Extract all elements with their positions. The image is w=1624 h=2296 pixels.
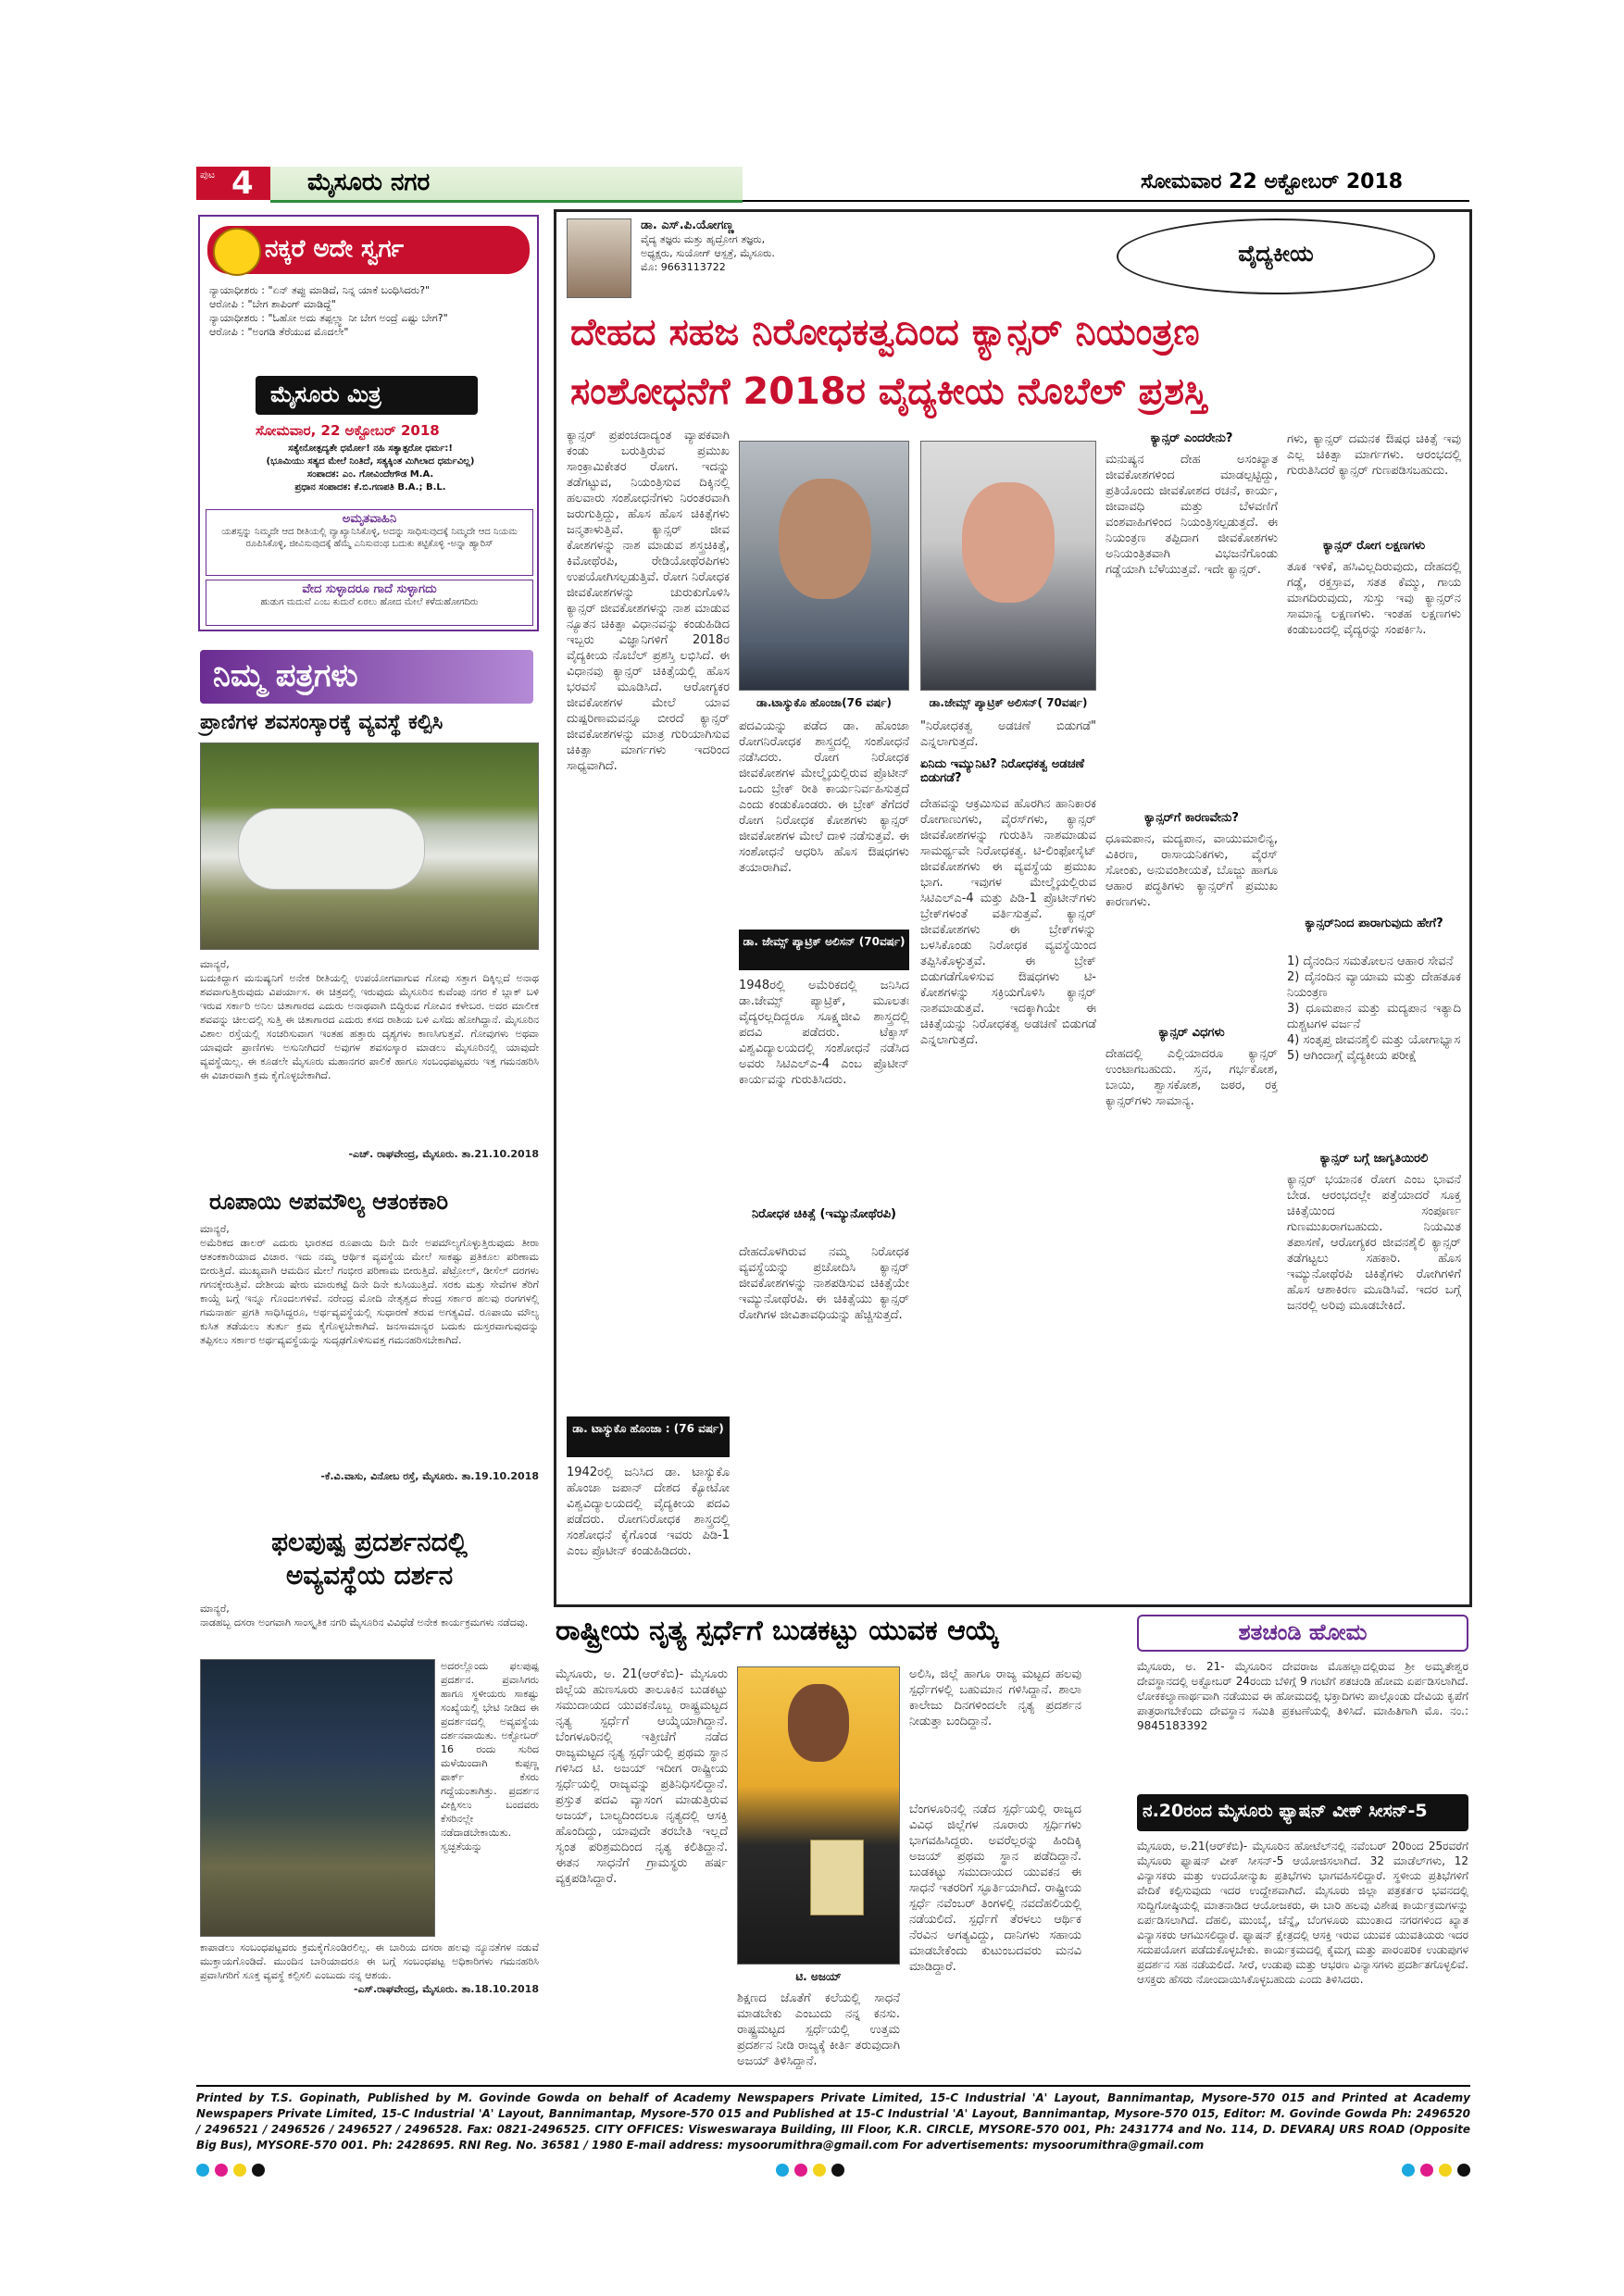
author-phone: ಮೊ: 9663113722 — [641, 261, 726, 273]
health-col5-list — [1287, 954, 1461, 1064]
prevention-item: 1) ದೈನಂದಿನ ಸಮತೋಲನ ಆಹಾರ ಸೇವನೆ — [1287, 955, 1454, 968]
black-dot — [252, 2164, 265, 2177]
certificate — [810, 1840, 864, 1915]
honjo-face — [779, 479, 871, 599]
fashion-text: ಮೈಸೂರು, ಅ.21(ಆರ್‌ಕೆಬಿ)- ಮೈಸೂರಿನ ಹೋಟೆಲ್‌ನಲ್ಲಿ ನವೆಂಬರ್ 20ರಿಂದ 25ರವರೆಗೆ ಮೈಸೂರು ಫ್ಯಾಷನ್ ವೀಕ್ ಸೀಸನ್-5 ಆಯೋಜಿಸಲಾಗಿದೆ. 32 ಮಾಡೆಲ್‌ಗಳು, 12 ವಿನ್ಯಾಸಕರು ಮತ್ತು ಉದಯೋನ್ಮುಖ ಪ್ರತಿಭೆಗಳು ಭಾಗವಹಿಸಲಿದ್ದಾರೆ. ಸ್ಥಳೀಯ ಪ್ರತಿಭೆಗಳಿಗೆ ವೇದಿಕೆ ಕಲ್ಪಿಸುವುದು ಇದರ ಉದ್ದೇಶವಾಗಿದೆ. ಮೈಸೂರು ಜಿಲ್ಲಾ ಪತ್ರಕರ್ತರ ಭವನದಲ್ಲಿ ಸುದ್ದಿಗೋಷ್ಠಿಯಲ್ಲಿ ಮಾತನಾಡಿದ ಆಯೋಜಕರು, ಈ ಬಾರಿ ಹಲವು ವಿಶೇಷ ಕಾರ್ಯಕ್ರಮಗಳನ್ನು ಏರ್ಪಡಿಸಲಾಗಿದೆ. ದೆಹಲಿ, ಮುಂಬೈ, ಚೆನ್ನೈ, ಬೆಂಗಳೂರು ಮುಂತಾದ ನಗರಗಳಿಂದ ಖ್ಯಾತ ವಿನ್ಯಾಸಕರು ಆಗಮಿಸಲಿದ್ದಾರೆ. ಫ್ಯಾಷನ್ ಕ್ಷೇತ್ರದಲ್ಲಿ ಆಸಕ್ತಿ ಇರುವ ಯುವಕ ಯುವತಿಯರು ಇದರ ಸದುಪಯೋಗ ಪಡೆದುಕೊಳ್ಳಬೇಕು. ಕಾರ್ಯಕ್ರಮದಲ್ಲಿ ಕೈಮಗ್ಗ ಮತ್ತು ಪಾರಂಪರಿಕ ಉಡುಪುಗಳ ಪ್ರದರ್ಶನ ಸಹ ನಡೆಯಲಿದೆ. ಸೀರೆ, ಉಡುಪು ಮತ್ತು ಆಭರಣ ವಿನ್ಯಾಸಗಳು ಪ್ರದರ್ಶಿತಗೊಳ್ಳಲಿವೆ. ಆಸಕ್ತರು ಹೆಸರು ನೋಂದಾಯಿಸಿಕೊಳ್ಳಬಹುದು ಎಂದು ತಿಳಿಸಿದರು. — [1137, 1840, 1468, 1986]
dance-headline: ರಾಷ್ಟ್ರೀಯ ನೃತ್ಯ ಸ್ಪರ್ಧೆಗೆ ಬುಡಕಟ್ಟು ಯುವಕ ಆಯ್ಕೆ — [556, 1615, 1000, 1647]
amrutavahini-box — [206, 509, 533, 576]
registration-marks-right — [1402, 2163, 1476, 2180]
cow-carcass-photo — [200, 742, 539, 950]
dance-col2-bottom: ಶಿಕ್ಷಣದ ಜೊತೆಗೆ ಕಲೆಯಲ್ಲಿ ಸಾಧನೆ ಮಾಡಬೇಕು ಎಂಬುದು ನನ್ನ ಕನಸು. ರಾಷ್ಟ್ರಮಟ್ಟದ ಸ್ಪರ್ಧೆಯಲ್ಲಿ ಉತ್ತಮ ಪ್ರದರ್ಶನ ನೀಡಿ ರಾಜ್ಯಕ್ಕೆ ಕೀರ್ತಿ ತರುವುದಾಗಿ ಅಜಯ್ ತಿಳಿಸಿದ್ದಾನೆ. — [737, 1991, 900, 2068]
joke-line: ನ್ಯಾಯಾಧೀಶರು : "ಏನ್ ತಪ್ಪು ಮಾಡಿದೆ, ನಿನ್ನ ಯಾಕೆ ಬಂಧಿಸಿದರು?" — [209, 284, 431, 296]
health-col2-c: ದೇಹದೊಳಗಿರುವ ನಮ್ಮ ನಿರೋಧಕ ವ್ಯವಸ್ಥೆಯನ್ನು ಪ್ರಚೋದಿಸಿ ಕ್ಯಾನ್ಸರ್ ಜೀವಕೋಶಗಳನ್ನು ನಾಶಪಡಿಸುವ ಚಿಕಿತ್ಸೆಯೇ ಇಮ್ಯುನೋಥೆರಪಿ. ಈ ಚಿಕಿತ್ಸೆಯು ಕ್ಯಾನ್ಸರ್ ರೋಗಿಗಳ ಜೀವಿತಾವಧಿಯನ್ನು ಹೆಚ್ಚಿಸುತ್ತದೆ. — [739, 1245, 909, 1322]
author-desc2: ಅಧ್ಯಕ್ಷರು, ಸುಯೋಗ್ ಆಸ್ಪತ್ರೆ, ಮೈಸೂರು. — [641, 247, 775, 259]
letter1-salutation: ಮಾನ್ಯರೆ, — [200, 958, 230, 970]
imprint-rule — [196, 2085, 1470, 2087]
joke-line: ಆರೋಪಿ : "ಬೇಗ ಶಾಪಿಂಗ್ ಮಾಡಿದ್ದೆ" — [209, 298, 336, 310]
health-col5-q: ಕ್ಯಾನ್ಸರ್ ರೋಗ ಲಕ್ಷಣಗಳು — [1322, 539, 1426, 553]
allison-caption: ಡಾ. ಜೇಮ್ಸ್ ಪ್ಯಾಟ್ರಿಕ್ ಅಲಿಸನ್ (70ವರ್ಷ) — [743, 935, 906, 948]
letter2-headline: ರೂಪಾಯಿ ಅಪಮೌಲ್ಯ ಆತಂಕಕಾರಿ — [209, 1189, 449, 1215]
homa-banner — [1137, 1615, 1468, 1652]
joke-line: ನ್ಯಾಯಾಧೀಶರು : "ಓಹೋ ಅದು ತಪ್ಪಲ್ಲ್ವಾ ನೀ ಬೇಗ ಅಂದ್ರೆ ಎಷ್ಟು ಬೇಗ?" — [209, 312, 448, 324]
author-name: ಡಾ. ಎಸ್.ಪಿ.ಯೋಗಣ್ಣ — [641, 218, 734, 232]
health-col2: ಪದವಿಯನ್ನು ಪಡೆದ ಡಾ. ಹೊಂಜಾ ರೋಗನಿರೋಧಕ ಶಾಸ್ತ್ರದಲ್ಲಿ ಸಂಶೋಧನೆ ನಡೆಸಿದರು. ರೋಗ ನಿರೋಧಕ ಜೀವಕೋಶಗಳ ಮೇಲ್ಮೈಯಲ್ಲಿರುವ ಪ್ರೊಟೀನ್ ಒಂದು ಬ್ರೇಕ್ ರೀತಿ ಕಾರ್ಯನಿರ್ವಹಿಸುತ್ತದೆ ಎಂದು ಕಂಡುಕೊಂಡರು. ಈ ಬ್ರೇಕ್ ತೆಗೆದರೆ ರೋಗ ನಿರೋಧಕ ಕೋಶಗಳು ಕ್ಯಾನ್ಸರ್ ಜೀವಕೋಶಗಳ ಮೇಲೆ ದಾಳಿ ನಡೆಸುತ್ತವೆ. ಈ ಸಂಶೋಧನೆ ಆಧರಿಸಿ ಹೊಸ ಔಷಧಗಳು ತಯಾರಾಗಿವೆ. — [739, 719, 909, 875]
flower-show-photo — [200, 1659, 435, 1937]
letter3-bottom — [200, 1940, 539, 1996]
paper-section: ಮೈಸೂರು ನಗರ — [307, 168, 431, 196]
letter2-text: ಅಮೆರಿಕದ ಡಾಲರ್ ಎದುರು ಭಾರತದ ರೂಪಾಯಿ ದಿನೇ ದಿನೇ ಅಪಮೌಲ್ಯಗೊಳ್ಳುತ್ತಿರುವುದು ತೀರಾ ಆತಂಕಕಾರಿಯಾದ ವಿಚಾರ. ಇದು ನಮ್ಮ ಆರ್ಥಿಕ ವ್ಯವಸ್ಥೆಯ ಮೇಲೆ ಸಾಕಷ್ಟು ಪ್ರತಿಕೂಲ ಪರಿಣಾಮ ಬೀರುತ್ತಿದೆ. ಮುಖ್ಯವಾಗಿ ಆಮದಿನ ಮೇಲೆ ಗಂಭೀರ ಪರಿಣಾಮ ಬೀರುತ್ತಿದೆ. ಪೆಟ್ರೋಲ್, ಡೀಸೆಲ್ ದರಗಳು ಗಗನಕ್ಕೇರುತ್ತಿವೆ. ದೇಶೀಯ ಷೇರು ಮಾರುಕಟ್ಟೆ ದಿನೇ ದಿನೇ ಕುಸಿಯುತ್ತಿದೆ. ಸರಕು ಮತ್ತು ಸೇವೆಗಳ ತೆರಿಗೆ ಕಾಯ್ದೆ ಬಗ್ಗೆ ಇನ್ನೂ ಗೊಂದಲಗಳಿವೆ. ನರೇಂದ್ರ ಮೋದಿ ನೇತೃತ್ವದ ಕೇಂದ್ರ ಸರ್ಕಾರ ಹಲವು ರಂಗಗಳಲ್ಲಿ ಗಮನಾರ್ಹ ಪ್ರಗತಿ ಸಾಧಿಸಿದ್ದರೂ, ಅರ್ಥವ್ಯವಸ್ಥೆಯಲ್ಲಿ ಸುಧಾರಣೆ ತರುವ ಅಗತ್ಯವಿದೆ. ರೂಪಾಯಿ ಮೌಲ್ಯ ಕುಸಿತ ತಡೆಯಲು ತುರ್ತು ಕ್ರಮ ಕೈಗೊಳ್ಳಬೇಕಾಗಿದೆ. ಜನಸಾಮಾನ್ಯರ ಬದುಕು ದುಸ್ತರವಾಗುವುದನ್ನು ತಪ್ಪಿಸಲು ಸರ್ಕಾರ ಅರ್ಥವ್ಯವಸ್ಥೆಯನ್ನು ಸುದೃಢಗೊಳಿಸುವತ್ತ ಗಮನಹರಿಸಬೇಕಾಗಿದೆ. — [200, 1237, 539, 1346]
health-headline-1: ದೇಹದ ಸಹಜ ನಿರೋಧಕತ್ವದಿಂದ ಕ್ಯಾನ್ಸರ್ ನಿಯಂತ್ರಣ — [570, 311, 1200, 354]
allison-photo-caption: ಡಾ.ಜೇಮ್ಸ್ ಪ್ಯಾಟ್ರಿಕ್ ಅಲಿಸನ್( 70ವರ್ಷ) — [929, 696, 1088, 709]
letters-title: ನಿಮ್ಮ ಪತ್ರಗಳು — [213, 657, 358, 694]
homa-text: ಮೈಸೂರು, ಅ. 21- ಮೈಸೂರಿನ ದೇವರಾಜ ಮೊಹಲ್ಲಾದಲ್ಲಿರುವ ಶ್ರೀ ಅಮೃತೇಶ್ವರ ದೇವಸ್ಥಾನದಲ್ಲಿ ಅಕ್ಟೋಬರ್ 24ರಂದು ಬೆಳಿಗ್ಗೆ 9 ಗಂಟೆಗೆ ಶತಚಂಡಿ ಹೋಮ ಏರ್ಪಡಿಸಲಾಗಿದೆ. ಲೋಕಕಲ್ಯಾಣಾರ್ಥವಾಗಿ ನಡೆಯುವ ಈ ಹೋಮದಲ್ಲಿ ಭಕ್ತಾದಿಗಳು ಪಾಲ್ಗೊಂಡು ದೇವಿಯ ಕೃಪೆಗೆ ಪಾತ್ರರಾಗಬೇಕೆಂದು ದೇವಸ್ಥಾನ ಸಮಿತಿ ಪ್ರಕಟಣೆಯಲ್ಲಿ ತಿಳಿಸಿದೆ. ಮಾಹಿತಿಗಾಗಿ ಮೊ. ನಂ.: 9845183392 — [1137, 1660, 1468, 1732]
prevention-item: 4) ಸಂತೃಪ್ತ ಜೀವನಶೈಲಿ ಮತ್ತು ಯೋಗಾಭ್ಯಾಸ — [1287, 1033, 1461, 1047]
honjo-caption-box — [567, 1416, 730, 1457]
health-col1: ಕ್ಯಾನ್ಸರ್ ಪ್ರಪಂಚದಾದ್ಯಂತ ವ್ಯಾಪಕವಾಗಿ ಕಂಡು ಬರುತ್ತಿರುವ ಪ್ರಮುಖ ಸಾಂಕ್ರಾಮಿಕೇತರ ರೋಗ. ಇದನ್ನು ತಡೆಗಟ್ಟುವ, ನಿಯಂತ್ರಿಸುವ ದಿಕ್ಕಿನಲ್ಲಿ ಹಲವಾರು ಸಂಶೋಧನೆಗಳು ನಿರಂತರವಾಗಿ ಜರುಗುತ್ತಿದ್ದು, ಹೊಸ ಹೊಸ ಚಿಕಿತ್ಸೆಗಳು ಜನ್ಮತಾಳುತ್ತಿವೆ. ಕ್ಯಾನ್ಸರ್ ಜೀವ ಕೋಶಗಳನ್ನು ನಾಶ ಮಾಡುವ ಶಸ್ತ್ರಚಿಕಿತ್ಸೆ, ಕಿಮೋಥೆರಪಿ, ರೇಡಿಯೋಥೆರಪಿಗಳು ಉಪಯೋಗಿಸಲ್ಪಡುತ್ತಿವೆ. ರೋಗ ನಿರೋಧಕ ಜೀವಕೋಶಗಳನ್ನು ಚುರುಕುಗೊಳಿಸಿ ಕ್ಯಾನ್ಸರ್ ಜೀವಕೋಶಗಳನ್ನು ನಾಶ ಮಾಡುವ ನ್ಯೂತನ ಚಿಕಿತ್ಸಾ ವಿಧಾನವನ್ನು ಕಂಡುಹಿಡಿದ ಇಬ್ಬರು ವಿಜ್ಞಾನಿಗಳಿಗೆ 2018ರ ವೈದ್ಯಕೀಯ ನೊಬೆಲ್ ಪ್ರಶಸ್ತಿ ಲಭಿಸಿದೆ. ಈ ವಿಧಾನವು ಕ್ಯಾನ್ಸರ್ ಚಿಕಿತ್ಸೆಯಲ್ಲಿ ಹೊಸ ಭರವಸೆ ಮೂಡಿಸಿದೆ. ಆರೋಗ್ಯಕರ ಜೀವಕೋಶಗಳ ಮೇಲೆ ಯಾವ ದುಷ್ಪರಿಣಾಮವನ್ನೂ ಬೀರದೆ ಕ್ಯಾನ್ಸರ್ ಜೀವಕೋಶಗಳನ್ನು ಮಾತ್ರ ಗುರಿಯಾಗಿಸುವ ಚಿಕಿತ್ಸಾ ಮಾರ್ಗಗಳು ಇದರಿಂದ ಸಾಧ್ಯವಾಗಿದೆ. — [567, 429, 730, 773]
dance-col1: ಮೈಸೂರು, ಅ. 21(ಆರ್‌ಕೆಬಿ)- ಮೈಸೂರು ಜಿಲ್ಲೆಯ ಹುಣಸೂರು ತಾಲೂಕಿನ ಬುಡಕಟ್ಟು ಸಮುದಾಯದ ಯುವಕನೊಬ್ಬ ರಾಷ್ಟ್ರಮಟ್ಟದ ನೃತ್ಯ ಸ್ಪರ್ಧೆಗೆ ಆಯ್ಕೆಯಾಗಿದ್ದಾನೆ. ಬೆಂಗಳೂರಿನಲ್ಲಿ ಇತ್ತೀಚೆಗೆ ನಡೆದ ರಾಜ್ಯಮಟ್ಟದ ನೃತ್ಯ ಸ್ಪರ್ಧೆಯಲ್ಲಿ ಪ್ರಥಮ ಸ್ಥಾನ ಗಳಿಸಿದ ಟಿ. ಅಜಯ್ ಇದೀಗ ರಾಷ್ಟ್ರೀಯ ಸ್ಪರ್ಧೆಯಲ್ಲಿ ರಾಜ್ಯವನ್ನು ಪ್ರತಿನಿಧಿಸಲಿದ್ದಾನೆ. ಪ್ರಸ್ತುತ ಪದವಿ ವ್ಯಾಸಂಗ ಮಾಡುತ್ತಿರುವ ಅಜಯ್, ಬಾಲ್ಯದಿಂದಲೂ ನೃತ್ಯದಲ್ಲಿ ಆಸಕ್ತಿ ಹೊಂದಿದ್ದು, ಯಾವುದೇ ತರಬೇತಿ ಇಲ್ಲದೆ ಸ್ವಂತ ಪರಿಶ್ರಮದಿಂದ ನೃತ್ಯ ಕಲಿತಿದ್ದಾನೆ. ಈತನ ಸಾಧನೆಗೆ ಗ್ರಾಮಸ್ಥರು ಹರ್ಷ ವ್ಯಕ್ತಪಡಿಸಿದ್ದಾರೆ. — [556, 1667, 728, 1886]
page-number-box — [196, 167, 270, 200]
magenta-dot — [794, 2164, 807, 2177]
dance-col3: ಬೆಂಗಳೂರಿನಲ್ಲಿ ನಡೆದ ಸ್ಪರ್ಧೆಯಲ್ಲಿ ರಾಜ್ಯದ ವಿವಿಧ ಜಿಲ್ಲೆಗಳ ನೂರಾರು ಸ್ಪರ್ಧಿಗಳು ಭಾಗವಹಿಸಿದ್ದರು. ಅವರೆಲ್ಲರನ್ನು ಹಿಂದಿಕ್ಕಿ ಅಜಯ್ ಪ್ರಥಮ ಸ್ಥಾನ ಪಡೆದಿದ್ದಾನೆ. ಬುಡಕಟ್ಟು ಸಮುದಾಯದ ಯುವಕನ ಈ ಸಾಧನೆ ಇತರರಿಗೆ ಸ್ಫೂರ್ತಿಯಾಗಿದೆ. ರಾಷ್ಟ್ರೀಯ ಸ್ಪರ್ಧೆ ನವೆಂಬರ್ ತಿಂಗಳಲ್ಲಿ ನವದೆಹಲಿಯಲ್ಲಿ ನಡೆಯಲಿದೆ. ಸ್ಪರ್ಧೆಗೆ ತೆರಳಲು ಆರ್ಥಿಕ ನೆರವಿನ ಅಗತ್ಯವಿದ್ದು, ದಾನಿಗಳು ಸಹಾಯ ಮಾಡಬೇಕೆಂದು ಕುಟುಂಬದವರು ಮನವಿ ಮಾಡಿದ್ದಾರೆ. — [909, 1803, 1081, 1974]
veda-title: ವೇದ ಸುಳ್ಳಾದರೂ ಗಾದೆ ಸುಳ್ಳಾಗದು — [302, 582, 437, 596]
page-label: ಪುಟ — [200, 168, 216, 181]
motto-line: ಸತ್ಯೇನೋತ್ಪದ್ಯತೇ ಧರ್ಮೋ! ನಹಿ ಸತ್ಯಾತ್ಪರೋ ಧರ್ಮ:! — [288, 443, 453, 454]
letter1-sign: -ಎಚ್. ರಾಘವೇಂದ್ರ, ಮೈಸೂರು. ತಾ.21.10.2018 — [348, 1148, 539, 1160]
health-col5-q3: ಕ್ಯಾನ್ಸರ್ ಬಗ್ಗೆ ಜಾಗೃತಿಯಿರಲಿ — [1319, 1152, 1429, 1166]
honjo-photo — [739, 441, 909, 691]
prevention-item: 2) ದೈನಂದಿನ ವ್ಯಾಯಾಮ ಮತ್ತು ದೇಹತೂಕ ನಿಯಂತ್ರಣ — [1287, 970, 1461, 1000]
letter3-text-side: ಅದರಲ್ಲೊಂದು ಫಲಪುಷ್ಪ ಪ್ರದರ್ಶನ. ಪ್ರವಾಸಿಗರು ಹಾಗೂ ಸ್ಥಳೀಯರು ಸಾಕಷ್ಟು ಸಂಖ್ಯೆಯಲ್ಲಿ ಭೇಟಿ ನೀಡಿದ ಈ ಪ್ರದರ್ಶನದಲ್ಲಿ ಅವ್ಯವಸ್ಥೆಯ ದರ್ಶನವಾಯಿತು. ಅಕ್ಟೋಬರ್ 16 ರಂದು ಸುರಿದ ಮಳೆಯಿಂದಾಗಿ ಕುಪ್ಪಣ್ಣ ಪಾರ್ಕ್ ಕೆಸರು ಗದ್ದೆಯಂತಾಗಿತ್ತು. ಪ್ರದರ್ಶನ ವೀಕ್ಷಿಸಲು ಬಂದವರು ಕೆಸರಿನಲ್ಲೇ ನಡೆದಾಡಬೇಕಾಯಿತು. ಸ್ವಚ್ಛತೆಯನ್ನು — [441, 1660, 539, 1853]
masthead — [196, 163, 1469, 206]
letter2-salutation: ಮಾನ್ಯರೆ, — [200, 1223, 230, 1235]
health-col3-b: ದೇಹವನ್ನು ಆಕ್ರಮಿಸುವ ಹೊರಗಿನ ಹಾನಿಕಾರಕ ರೋಗಾಣುಗಳು, ವೈರಸ್‌ಗಳು, ಕ್ಯಾನ್ಸರ್ ಜೀವಕೋಶಗಳನ್ನು ಗುರುತಿಸಿ ನಾಶಮಾಡುವ ಸಾಮರ್ಥ್ಯವೇ ನಿರೋಧಕತ್ವ. ಟಿ-ಲಿಂಫೋಸೈಟ್ ಜೀವಕೋಶಗಳು ಈ ವ್ಯವಸ್ಥೆಯ ಪ್ರಮುಖ ಭಾಗ. ಇವುಗಳ ಮೇಲ್ಮೈಯಲ್ಲಿರುವ ಸಿಟಿಎಲ್ಎ-4 ಮತ್ತು ಪಿಡಿ-1 ಪ್ರೊಟೀನ್‌ಗಳು ಬ್ರೇಕ್‌ಗಳಂತೆ ವರ್ತಿಸುತ್ತವೆ. ಕ್ಯಾನ್ಸರ್ ಜೀವಕೋಶಗಳು ಈ ಬ್ರೇಕ್‌ಗಳನ್ನು ಬಳಸಿಕೊಂಡು ನಿರೋಧಕ ವ್ಯವಸ್ಥೆಯಿಂದ ತಪ್ಪಿಸಿಕೊಳ್ಳುತ್ತವೆ. ಈ ಬ್ರೇಕ್ ಬಿಡುಗಡೆಗೊಳಿಸುವ ಔಷಧಗಳು ಟಿ-ಕೋಶಗಳನ್ನು ಸಕ್ರಿಯಗೊಳಿಸಿ ಕ್ಯಾನ್ಸರ್ ನಾಶಮಾಡುತ್ತವೆ. ಇದಕ್ಕಾಗಿಯೇ ಈ ಚಿಕಿತ್ಸೆಯನ್ನು ನಿರೋಧಕತ್ವ ಅಡಚಣೆ ಬಿಡುಗಡೆ ಎನ್ನಲಾಗುತ್ತದೆ. — [920, 797, 1096, 1047]
joke-box — [198, 215, 539, 631]
letter1-headline: ಪ್ರಾಣಿಗಳ ಶವಸಂಸ್ಕಾರಕ್ಕೆ ವ್ಯವಸ್ಥೆ ಕಲ್ಪಿಸಿ — [200, 711, 443, 734]
motto-line: (ಭೂಮಿಯು ಸತ್ಯದ ಮೇಲೆ ನಿಂತಿದೆ, ಸತ್ಯಕ್ಕಿಂತ ಮಿಗಿಲಾದ ಧರ್ಮವಿಲ್ಲ) — [266, 456, 475, 467]
magenta-dot — [1420, 2164, 1433, 2177]
cyan-dot — [196, 2164, 209, 2177]
fashion-headline: ನ.20ರಂದ ಮೈಸೂರು ಫ್ಯಾಷನ್ ವೀಕ್ ಸೀಸನ್-5 — [1143, 1801, 1428, 1821]
registration-marks-center — [776, 2163, 850, 2180]
allison-photo — [920, 441, 1096, 691]
homa-headline: ಶತಚಂಡಿ ಹೋಮ — [1238, 1619, 1368, 1645]
ajay-photo — [737, 1666, 900, 1965]
author-desc1: ವೈದ್ಯ ತಜ್ಞರು ಮತ್ತು ಹೃದ್ರೋಗ ತಜ್ಞರು, — [641, 233, 766, 245]
letter3-top — [200, 1602, 539, 1629]
letters-banner — [200, 650, 533, 704]
letter3-text-top: ನಾಡಹಬ್ಬ ದಸರಾ ಅಂಗವಾಗಿ ಸಾಂಸ್ಕೃತಿಕ ನಗರಿ ಮೈಸೂರಿನ ವಿವಿಧೆಡೆ ಅನೇಕ ಕಾರ್ಯಕ್ರಮಗಳು ನಡೆದವು. — [200, 1616, 529, 1628]
letter3-headline-line2: ಅವ್ಯವಸ್ಥೆಯ ದರ್ಶನ — [285, 1560, 454, 1591]
chief-editor-line: ಪ್ರಧಾನ ಸಂಪಾದಕ: ಕೆ.ಬಿ.ಗಣಪತಿ B.A.; B.L. — [294, 482, 446, 493]
letter3-headline-line1: ಫಲಪುಷ್ಪ ಪ್ರದರ್ಶನದಲ್ಲಿ — [271, 1527, 468, 1557]
cyan-dot — [1402, 2164, 1415, 2177]
veda-text: ಹುಡುಗ ಮದುವೆ ಎಂಬ ಕುದುರೆ ಏರಲು ಹೋದ ಮೇಲೆ ಕಳೆದುಹೋಗದಿರು — [260, 597, 479, 607]
mitra-date: ಸೋಮವಾರ, 22 ಅಕ್ಟೋಬರ್ 2018 — [256, 422, 440, 439]
mitra-name: ಮೈಸೂರು ಮಿತ್ರ — [270, 381, 381, 407]
imprint: Printed by T.S. Gopinath, Published by M. Govinde Gowda on behalf of Academy Newspapers Private Limited, 15-C Industrial 'A' Layout, Bannimantap, Mysore-570 015 and Printed at Academy Newspapers Private Limited, 15-C Industrial 'A' Layout, Bannimantap, Mysore-570 015 and Published at 15-C Industrial 'A' Layout, Bannimantap, Mysore-570 015, Editor: M. Govinde Gowda Ph: 2496520 / 2496521 / 2496526 / 2496527 / 2496528. Fax: 0821-2496525. CITY OFFICES: Visweswaraya Building, III Floor, K.R. CIRCLE, MYSORE-570 001, Ph: 2431774 and No. 114, D. DEVARAJ URS ROAD (Opposite Big Bus), MYSORE-570 001. Ph: 2428695. RNI Reg. No. 36581 / 1980 E-mail address: mysoorumithra@gmail.com For advertisements: mysoorumithra@gmail.com — [196, 2091, 1470, 2152]
yellow-dot — [1439, 2164, 1452, 2177]
page-number: 4 — [231, 165, 254, 202]
letter2-body — [200, 1222, 539, 1483]
ajay-caption: ಟಿ. ಅಜಯ್ — [795, 1970, 842, 1983]
veda-box — [206, 580, 533, 626]
health-col5-q2: ಕ್ಯಾನ್ಸರ್‌ನಿಂದ ಪಾರಾಗುವುದು ಹೇಗೆ? — [1305, 917, 1443, 930]
masthead-date: ಸೋಮವಾರ 22 ಅಕ್ಟೋಬರ್ 2018 — [1141, 170, 1404, 193]
health-col5: ಗಳು, ಕ್ಯಾನ್ಸರ್ ದಮನಕ ಔಷಧ ಚಿಕಿತ್ಸೆ ಇವು ಎಲ್ಲ ಚಿಕಿತ್ಸಾ ಮಾರ್ಗಗಳು. ಆರಂಭದಲ್ಲಿ ಗುರುತಿಸಿದರೆ ಕ್ಯಾನ್ಸರ್ ಗುಣಪಡಿಸಬಹುದು. — [1287, 432, 1461, 478]
health-col2-b: 1948ರಲ್ಲಿ ಅಮೆರಿಕದಲ್ಲಿ ಜನಿಸಿದ ಡಾ.ಜೇಮ್ಸ್ ಪ್ಯಾಟ್ರಿಕ್, ಮೂಲತಃ ವೈದ್ಯರಲ್ಲದಿದ್ದರೂ ಸೂಕ್ಷ್ಮಜೀವಿ ಶಾಸ್ತ್ರದಲ್ಲಿ ಪದವಿ ಪಡೆದರು. ಟೆಕ್ಸಾಸ್ ವಿಶ್ವವಿದ್ಯಾಲಯದಲ್ಲಿ ಸಂಶೋಧನೆ ನಡೆಸಿದ ಅವರು ಸಿಟಿಎಲ್ಎ-4 ಎಂಬ ಪ್ರೊಟೀನ್ ಕಾರ್ಯವನ್ನು ಗುರುತಿಸಿದರು. — [739, 979, 909, 1087]
prevention-item: 5) ಆಗಿಂದಾಗ್ಗೆ ವೈದ್ಯಕೀಯ ಪರೀಕ್ಷೆ — [1287, 1049, 1417, 1063]
honjo-photo-caption: ಡಾ.ಟಾಸ್ಯುಕೊ ಹೊಂಜಾ(76 ವರ್ಷ) — [756, 696, 893, 709]
health-col3-q: ಏನಿದು ಇಮ್ಯುನಿಟಿ? ನಿರೋಧಕತ್ವ ಅಡಚಣೆ ಬಿಡುಗಡೆ? — [920, 757, 1085, 785]
health-col4-b: ಧೂಮಪಾನ, ಮದ್ಯಪಾನ, ವಾಯುಮಾಲಿನ್ಯ, ವಿಕಿರಣ, ರಾಸಾಯನಿಕಗಳು, ವೈರಸ್ ಸೋಂಕು, ಅನುವಂಶೀಯತೆ, ಬೊಜ್ಜು ಹಾಗೂ ಆಹಾರ ಪದ್ಧತಿಗಳು ಕ್ಯಾನ್ಸರ್‌ಗೆ ಪ್ರಮುಖ ಕಾರಣಗಳು. — [1106, 832, 1278, 909]
joke-lines — [209, 283, 530, 339]
letter3-sign: -ಎಸ್.ರಾಘವೇಂದ್ರ, ಮೈಸೂರು. ತಾ.18.10.2018 — [353, 1983, 539, 1995]
amrutavahini-title: ಅಮೃತವಾಹಿನಿ — [342, 512, 397, 526]
letter1-body — [200, 957, 539, 1161]
prevention-item: 3) ಧೂಮಪಾನ ಮತ್ತು ಮದ್ಯಪಾನ ಇತ್ಯಾದಿ ದುಶ್ಚಟಗಳ ವರ್ಜನೆ — [1287, 1002, 1461, 1031]
letter3-salutation: ಮಾನ್ಯರೆ, — [200, 1603, 230, 1615]
honjo-caption: ಡಾ. ಟಾಸ್ಯುಕೊ ಹೊಂಜಾ : (76 ವರ್ಷ) — [572, 1422, 724, 1435]
dance-col2-top: ಅಲಿಸಿ, ಜಿಲ್ಲೆ ಹಾಗೂ ರಾಜ್ಯ ಮಟ್ಟದ ಹಲವು ಸ್ಪರ್ಧೆಗಳಲ್ಲಿ ಬಹುಮಾನ ಗಳಿಸಿದ್ದಾನೆ. ಶಾಲಾ ಕಾಲೇಜು ದಿನಗಳಿಂದಲೇ ನೃತ್ಯ ಪ್ರದರ್ಶನ ನೀಡುತ್ತಾ ಬಂದಿದ್ದಾನೆ. — [909, 1667, 1081, 1728]
allison-face — [962, 482, 1055, 603]
letter1-text: ಬದುಕಿದ್ದಾಗ ಮನುಷ್ಯನಿಗೆ ಅನೇಕ ರೀತಿಯಲ್ಲಿ ಉಪಯೋಗವಾಗುವ ಗೋವು ಸತ್ತಾಗ ದಿಕ್ಕಿಲ್ಲದೆ ಅನಾಥ ಶವವಾಗುತ್ತಿರುವುದು ವಿಪರ್ಯಾಸ. ಈ ಚಿತ್ರದಲ್ಲಿ ಇರುವುದು ಮೈಸೂರಿನ ಕುವೆಂಪು ನಗರ ಕೆ ಬ್ಲಾಕ್ ಬಳಿ ಇರುವ ಸರ್ಕಾರಿ ಅನಿಲ ಚಿತಾಗಾರದ ಎದುರು ಅನಾಥವಾಗಿ ಬಿದ್ದಿರುವ ಗೋವಿನ ಕಳೇಬರ. ಅದರ ಮಾಲೀಕ ಶವವನ್ನು ಚೀಲದಲ್ಲಿ ಸುತ್ತಿ ಈ ಚಿತಾಗಾರದ ಎದುರು ಕಸದ ರಾಶಿಯ ಬಳಿ ಎಸೆದು ಹೋಗಿದ್ದಾನೆ. ಮೈಸೂರಿನ ವಿಶಾಲ ರಸ್ತೆಯಲ್ಲಿ ಸಂಚರಿಸುವಾಗ ಇಂತಹ ಹತ್ತಾರು ದೃಶ್ಯಗಳು ಕಾಣಸಿಗುತ್ತವೆ. ಗೋವುಗಳು ಅಥವಾ ಯಾವುದೇ ಪ್ರಾಣಿಗಳು ಅಸುನೀಗಿದರೆ ಅವುಗಳ ಶವಸಂಸ್ಕಾರ ಮಾಡಲು ಮೈಸೂರಿನಲ್ಲಿ ಯಾವುದೇ ವ್ಯವಸ್ಥೆಯಿಲ್ಲ. ಈ ಕೂಡಲೇ ಮೈಸೂರು ಮಹಾನಗರ ಪಾಲಿಕೆ ಹಾಗೂ ಸಂಬಂಧಪಟ್ಟವರು ಇತ್ತ ಗಮನಹರಿಸಿ ಈ ವಿಚಾರವಾಗಿ ಕ್ರಮ ಕೈಗೊಳ್ಳಬೇಕಾಗಿದೆ. — [200, 972, 539, 1081]
cyan-dot — [776, 2164, 789, 2177]
health-col4-q3: ಕ್ಯಾನ್ಸರ್ ವಿಧಗಳು — [1158, 1026, 1225, 1040]
health-col2-sub: ನಿರೋಧಕ ಚಿಕಿತ್ಸೆ (ಇಮ್ಯುನೋಥೆರಪಿ) — [752, 1207, 896, 1221]
yellow-dot — [233, 2164, 246, 2177]
health-col3: "ನಿರೋಧಕತ್ವ ಅಡಚಣೆ ಬಿಡುಗಡೆ" ಎನ್ನಲಾಗುತ್ತದೆ. — [920, 719, 1096, 749]
letter2-sign: -ಕೆ.ವಿ.ವಾಸು, ವಿನೋಬ ರಸ್ತೆ, ಮೈಸೂರು. ತಾ.19.10.2018 — [320, 1470, 539, 1482]
section-oval — [1117, 218, 1435, 294]
magenta-dot — [215, 2164, 228, 2177]
author-info — [641, 218, 937, 274]
health-col4-c: ದೇಹದಲ್ಲಿ ಎಲ್ಲಿಯಾದರೂ ಕ್ಯಾನ್ಸರ್ ಉಂಟಾಗಬಹುದು. ಸ್ತನ, ಗರ್ಭಕೋಶ, ಬಾಯಿ, ಶ್ವಾಸಕೋಶ, ಜಠರ, ರಕ್ತ ಕ್ಯಾನ್ಸರ್‌ಗಳು ಸಾಮಾನ್ಯ. — [1106, 1047, 1278, 1108]
joke-line: ಆರೋಪಿ : "ಅಂಗಡಿ ತೆರೆಯುವ ಮೊದಲೇ" — [209, 326, 349, 338]
allison-caption-box — [739, 930, 909, 970]
black-dot — [1457, 2164, 1470, 2177]
editor-line: ಸಂಪಾದಕ: ಎಂ. ಗೋವಿಂದೇಗೌಡ M.A. — [306, 469, 434, 480]
amrutavahini-text: ಯಶಸ್ಸನ್ನು ನಿಮ್ಮದೇ ಆದ ರೀತಿಯಲ್ಲಿ ವ್ಯಾಖ್ಯಾನಿಸಿಕೊಳ್ಳಿ, ಅದನ್ನು ಸಾಧಿಸುವುದಕ್ಕೆ ನಿಮ್ಮದೇ ಆದ ನಿಯಮ ರೂಪಿಸಿಕೊಳ್ಳಿ, ಜೀವಿಸುವುದಕ್ಕೆ ಹೆಮ್ಮೆ ಎನಿಸುವಂಥ ಬದುಕು ಕಟ್ಟಿಕೊಳ್ಳಿ -ಅನ್ನಾ ಹ್ಯಾರಿಸ್ — [221, 527, 518, 549]
yellow-dot — [813, 2164, 826, 2177]
ajay-face — [788, 1684, 849, 1762]
health-col5-b: ತೂಕ ಇಳಿಕೆ, ಹಸಿವಿಲ್ಲದಿರುವುದು, ದೇಹದಲ್ಲಿ ಗಡ್ಡೆ, ರಕ್ತಸ್ರಾವ, ಸತತ ಕೆಮ್ಮು, ಗಾಯ ಮಾಗದಿರುವುದು, ಸುಸ್ತು ಇವು ಕ್ಯಾನ್ಸರ್‌ನ ಸಾಮಾನ್ಯ ಲಕ್ಷಣಗಳು. ಇಂತಹ ಲಕ್ಷಣಗಳು ಕಂಡುಬಂದಲ್ಲಿ ವೈದ್ಯರನ್ನು ಸಂಪರ್ಕಿಸಿ. — [1287, 560, 1461, 637]
letter3-text-bottom: ಕಾಪಾಡಲು ಸಂಬಂಧಪಟ್ಟವರು ಕ್ರಮಕೈಗೊಂಡಿರಲಿಲ್ಲ. ಈ ಬಾರಿಯ ದಸರಾ ಹಲವು ನ್ಯೂನತೆಗಳ ನಡುವೆ ಮುಕ್ತಾಯಗೊಂಡಿದೆ. ಮುಂದಿನ ಬಾರಿಯಾದರೂ ಈ ಬಗ್ಗೆ ಸಂಬಂಧಪಟ್ಟ ಅಧಿಕಾರಿಗಳು ಗಮನಹರಿಸಿ ಪ್ರವಾಸಿಗರಿಗೆ ಸೂಕ್ತ ವ್ಯವಸ್ಥೆ ಕಲ್ಪಿಸಲಿ ಎಂಬುದು ನನ್ನ ಆಶಯ. — [200, 1941, 539, 1981]
registration-marks-left — [196, 2163, 270, 2180]
bag-shape — [238, 808, 425, 890]
health-col4-q2: ಕ್ಯಾನ್ಸರ್‌ಗೆ ಕಾರಣವೇನು? — [1144, 811, 1239, 825]
masthead-rule — [743, 200, 1469, 202]
letter3-headline — [200, 1526, 539, 1592]
laughing-face-icon — [213, 228, 261, 276]
health-headline-2: ಸಂಶೋಧನೆಗೆ 2018ರ ವೈದ್ಯಕೀಯ ನೊಬೆಲ್ ಪ್ರಶಸ್ತಿ — [570, 370, 1207, 413]
health-col1-tail: 1942ರಲ್ಲಿ ಜನಿಸಿದ ಡಾ. ಟಾಸ್ಯುಕೊ ಹೊಂಜಾ ಜಪಾನ್ ದೇಶದ ಕ್ಯೋಟೋ ವಿಶ್ವವಿದ್ಯಾಲಯದಲ್ಲಿ ವೈದ್ಯಕೀಯ ಪದವಿ ಪಡೆದರು. ರೋಗನಿರೋಧಕ ಶಾಸ್ತ್ರದಲ್ಲಿ ಸಂಶೋಧನೆ ಕೈಗೊಂಡ ಇವರು ಪಿಡಿ-1 ಎಂಬ ಪ್ರೊಟೀನ್ ಕಂಡುಹಿಡಿದರು. — [567, 1466, 730, 1558]
health-col4-q1: ಕ್ಯಾನ್ಸರ್ ಎಂದರೇನು? — [1150, 431, 1233, 445]
section-label: ವೈದ್ಯಕೀಯ — [1238, 241, 1314, 267]
black-dot — [831, 2164, 844, 2177]
fashion-banner — [1137, 1794, 1468, 1831]
joke-title: ನಕ್ಕರೆ ಅದೇ ಸ್ವರ್ಗ — [265, 235, 404, 263]
health-col4-a: ಮನುಷ್ಯನ ದೇಹ ಅಸಂಖ್ಯಾತ ಜೀವಕೋಶಗಳಿಂದ ಮಾಡಲ್ಪಟ್ಟಿದ್ದು, ಪ್ರತಿಯೊಂದು ಜೀವಕೋಶದ ರಚನೆ, ಕಾರ್ಯ, ಜೀವಾವಧಿ ಮತ್ತು ಬೆಳವಣಿಗೆ ವಂಶವಾಹಿಗಳಿಂದ ನಿಯಂತ್ರಿಸಲ್ಪಡುತ್ತದೆ. ಈ ನಿಯಂತ್ರಣ ತಪ್ಪಿದಾಗ ಜೀವಕೋಶಗಳು ಅನಿಯಂತ್ರಿತವಾಗಿ ವಿಭಜನೆಗೊಂಡು ಗಡ್ಡೆಯಾಗಿ ಬೆಳೆಯುತ್ತವೆ. ಇದೇ ಕ್ಯಾನ್ಸರ್. — [1106, 453, 1278, 577]
health-col5-c: ಕ್ಯಾನ್ಸರ್ ಭಯಾನಕ ರೋಗ ಎಂಬ ಭಾವನೆ ಬೇಡ. ಆರಂಭದಲ್ಲೇ ಪತ್ತೆಯಾದರೆ ಸೂಕ್ತ ಚಿಕಿತ್ಸೆಯಿಂದ ಸಂಪೂರ್ಣ ಗುಣಮುಖರಾಗಬಹುದು. ನಿಯಮಿತ ತಪಾಸಣೆ, ಆರೋಗ್ಯಕರ ಜೀವನಶೈಲಿ ಕ್ಯಾನ್ಸರ್ ತಡೆಗಟ್ಟಲು ಸಹಕಾರಿ. ಹೊಸ ಇಮ್ಯುನೋಥೆರಪಿ ಚಿಕಿತ್ಸೆಗಳು ರೋಗಿಗಳಿಗೆ ಹೊಸ ಆಶಾಕಿರಣ ಮೂಡಿಸಿವೆ. ಇದರ ಬಗ್ಗೆ ಜನರಲ್ಲಿ ಅರಿವು ಮೂಡಬೇಕಿದೆ. — [1287, 1173, 1461, 1313]
author-photo — [567, 218, 631, 298]
mitra-motto — [206, 443, 535, 494]
